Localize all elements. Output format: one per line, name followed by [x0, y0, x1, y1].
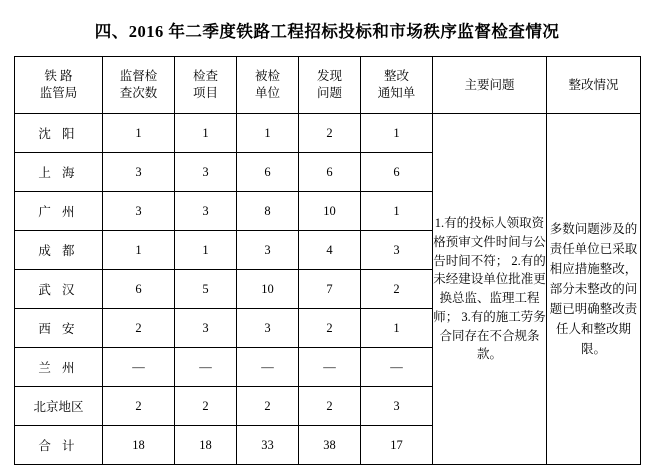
column-header-issues [299, 57, 361, 114]
column-header-units-line1: 被检 [254, 69, 280, 84]
cell-units: 10 [237, 270, 299, 309]
cell-issues: 7 [299, 270, 361, 309]
column-header-notices [361, 57, 433, 114]
cell-items: 3 [175, 309, 237, 348]
column-header-region-line1: 铁 路 [44, 69, 73, 84]
cell-main-issues: 1.有的投标人领取资格预审文件时间与公告时间不符； 2.有的未经建设单位批准更换总监、监理工程师； 3.有的施工劳务合同存在不合规条款。 [433, 114, 547, 465]
cell-notices: 6 [361, 153, 433, 192]
cell-region: 成 都 [15, 231, 103, 270]
cell-items: — [175, 348, 237, 387]
cell-notices: 1 [361, 309, 433, 348]
cell-total-items: 18 [175, 426, 237, 465]
cell-total-issues: 38 [299, 426, 361, 465]
cell-inspections: 1 [103, 231, 175, 270]
cell-units: 3 [237, 309, 299, 348]
cell-units: 2 [237, 387, 299, 426]
column-header-units [237, 57, 299, 114]
cell-region: 沈 阳 [15, 114, 103, 153]
column-header-inspections-line2: 查次数 [119, 86, 158, 100]
cell-items: 1 [175, 114, 237, 153]
table-row [15, 114, 641, 153]
column-header-issues-line1: 发现 [316, 69, 342, 84]
cell-region: 西 安 [15, 309, 103, 348]
column-header-rectification: 整改情况 [547, 57, 641, 114]
cell-issues: 2 [299, 309, 361, 348]
cell-notices: 1 [361, 192, 433, 231]
cell-notices: 3 [361, 231, 433, 270]
cell-rectification: 多数问题涉及的责任单位已采取相应措施整改，部分未整改的问题已明确整改责任人和整改期限。 [547, 114, 641, 465]
cell-total-label: 合 计 [15, 426, 103, 465]
cell-units: 1 [237, 114, 299, 153]
cell-inspections: — [103, 348, 175, 387]
cell-inspections: 3 [103, 192, 175, 231]
cell-units: 6 [237, 153, 299, 192]
cell-region: 兰 州 [15, 348, 103, 387]
cell-total-inspections: 18 [103, 426, 175, 465]
cell-issues: 6 [299, 153, 361, 192]
column-header-items [175, 57, 237, 114]
cell-inspections: 6 [103, 270, 175, 309]
column-header-region-line2: 监管局 [39, 86, 78, 100]
cell-inspections: 3 [103, 153, 175, 192]
cell-inspections: 1 [103, 114, 175, 153]
cell-units: 8 [237, 192, 299, 231]
cell-inspections: 2 [103, 309, 175, 348]
table-container [0, 56, 654, 465]
column-header-inspections-line1: 监督检 [119, 69, 158, 84]
column-header-notices-line1: 整改 [383, 69, 409, 84]
cell-items: 3 [175, 192, 237, 231]
cell-issues: 2 [299, 114, 361, 153]
cell-total-notices: 17 [361, 426, 433, 465]
cell-region: 武 汉 [15, 270, 103, 309]
column-header-units-line2: 单位 [254, 86, 280, 100]
cell-inspections: 2 [103, 387, 175, 426]
cell-total-units: 33 [237, 426, 299, 465]
column-header-main-issues: 主要问题 [433, 57, 547, 114]
cell-notices: 3 [361, 387, 433, 426]
cell-issues: 2 [299, 387, 361, 426]
cell-units: 3 [237, 231, 299, 270]
column-header-items-line2: 项目 [192, 86, 218, 100]
column-header-region [15, 57, 103, 114]
column-header-inspections [103, 57, 175, 114]
column-header-issues-line2: 问题 [316, 86, 342, 100]
cell-notices: — [361, 348, 433, 387]
cell-items: 2 [175, 387, 237, 426]
cell-region: 广 州 [15, 192, 103, 231]
page-title: 四、2016 年二季度铁路工程招标投标和市场秩序监督检查情况 [94, 22, 560, 41]
cell-notices: 1 [361, 114, 433, 153]
cell-units: — [237, 348, 299, 387]
cell-region: 上 海 [15, 153, 103, 192]
cell-region: 北京地区 [15, 387, 103, 426]
cell-items: 5 [175, 270, 237, 309]
cell-notices: 2 [361, 270, 433, 309]
column-header-notices-line2: 通知单 [377, 86, 416, 100]
table-header-row [15, 57, 641, 114]
cell-issues: — [299, 348, 361, 387]
column-header-items-line1: 检查 [192, 69, 218, 84]
inspection-table [14, 56, 641, 465]
cell-items: 1 [175, 231, 237, 270]
cell-items: 3 [175, 153, 237, 192]
cell-issues: 10 [299, 192, 361, 231]
cell-issues: 4 [299, 231, 361, 270]
